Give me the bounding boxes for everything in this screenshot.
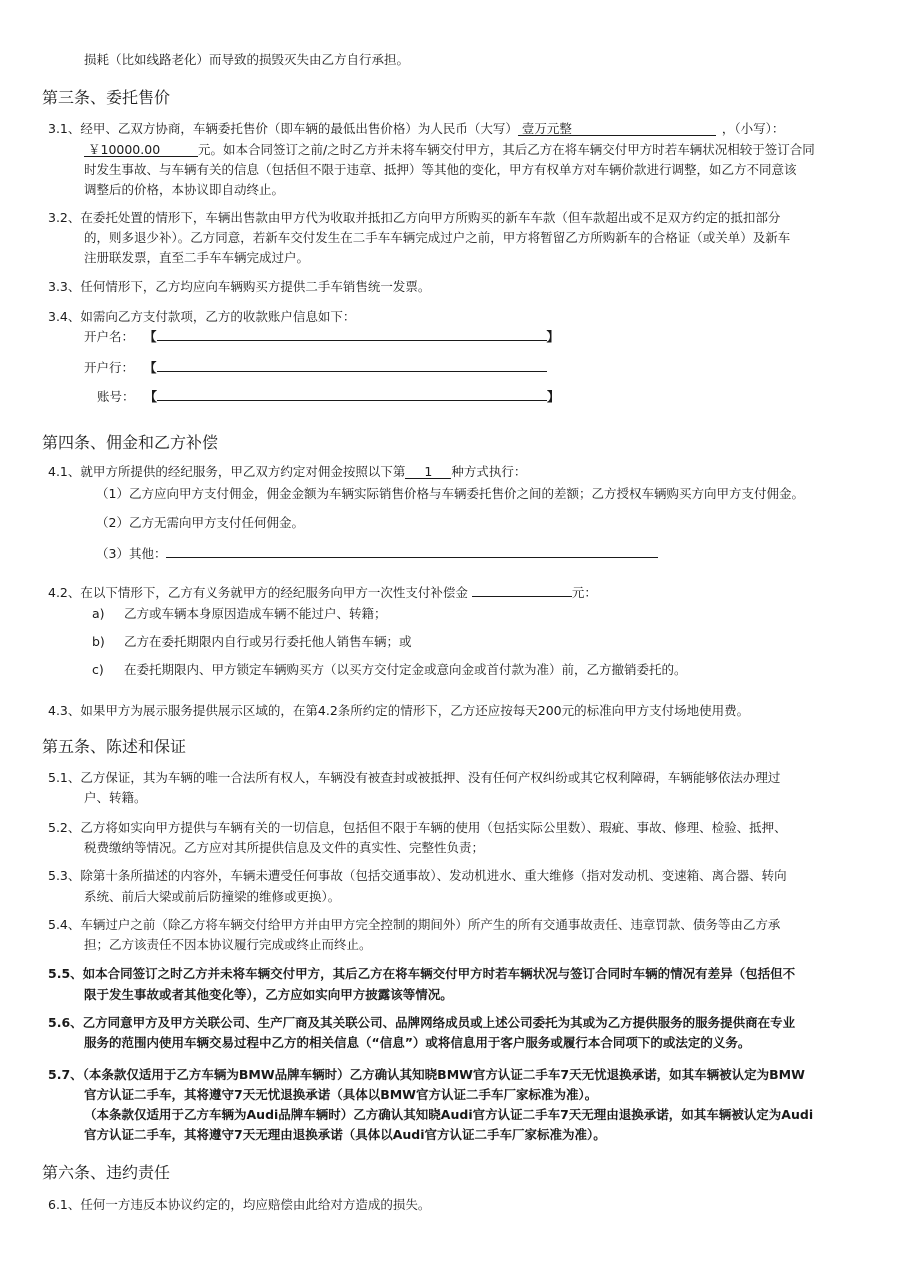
clause-4-1-line-1 (48, 464, 526, 480)
clause-5-7-line-3: （本条款仅适用于乙方车辆为Audi品牌车辆时）乙方确认其知晓Audi官方认证二手车7天无理由退换承诺，如其车辆被认定为Audi (84, 1107, 814, 1122)
clause-5-2-line-1 (48, 820, 787, 836)
clause-3-4-text: 如需向乙方支付款项，乙方的收款账户信息如下： (80, 309, 356, 324)
account-name-label: 开户名： (84, 329, 135, 344)
clause-5-7-line-4: 官方认证二手车，其将遵守7天无理由退换承诺（具体以Audi官方认证二手车厂家标准为准）。 (84, 1127, 606, 1142)
bank-row (84, 358, 547, 376)
clause-3-1-line-1 (48, 121, 784, 137)
clause-3-2-line-2: 的，则多退少补）。乙方同意，若新车交付发生在二手车车辆完成过户之前，甲方将暂留乙方所购新车的合格证（或关单）及新车 (84, 230, 791, 245)
clause-4-1-number: 4.1、 (48, 464, 81, 479)
clause-3-3-number: 3.3、 (48, 279, 81, 294)
clause-3-4-number: 3.4、 (48, 309, 81, 324)
account-number-label: 账号： (97, 389, 135, 404)
clause-5-2-text-1: 乙方将如实向甲方提供与车辆有关的一切信息，包括但不限于车辆的使用（包括实际公里数）、瑕疵、事故、修理、检验、抵押、 (80, 820, 787, 835)
clause-3-2-text-1: 在委托处置的情形下，车辆出售款由甲方代为收取并抵扣乙方向甲方所购买的新车车款（但车款超出或不足双方约定的抵扣部分 (80, 210, 781, 225)
item-b-marker: b) (92, 634, 105, 649)
item-c-text: 在委托期限内、甲方锁定车辆购买方（以买方交付定金或意向金或首付款为准）前，乙方撤销委托的。 (124, 662, 687, 677)
item-a-marker: a) (92, 606, 105, 621)
clause-5-4-number: 5.4、 (48, 917, 81, 932)
clause-6-1-line-1 (48, 1197, 430, 1213)
clause-5-6-line-2: 服务的范围内使用车辆交易过程中乙方的相关信息（“信息”）或将信息用于客户服务或履行本合同项下的或法定的义务。 (84, 1035, 751, 1050)
clause-5-6-text-1: 乙方同意甲方及甲方关联公司、生产厂商及其关联公司、品牌网络成员或上述公司委托为其或为乙方提供服务的服务提供商在专业 (82, 1015, 796, 1030)
clause-5-7-number: 5.7、 (48, 1067, 83, 1082)
price-in-words-field: 壹万元整 (518, 121, 716, 136)
clause-5-1-number: 5.1、 (48, 770, 81, 785)
clause-6-1-number: 6.1、 (48, 1197, 81, 1212)
clause-5-7-text-1: （本条款仅适用于乙方车辆为BMW品牌车辆时）乙方确认其知晓BMW官方认证二手车7天无忧退换承诺，如其车辆被认定为BMW (82, 1067, 805, 1082)
clause-3-1-number: 3.1、 (48, 121, 81, 136)
clause-5-1-text-1: 乙方保证，其为车辆的唯一合法所有权人，车辆没有被查封或被抵押、没有任何产权纠纷或其它权利障碍，车辆能够依法办理过 (80, 770, 781, 785)
bank-label: 开户行： (84, 360, 135, 375)
clause-5-5-number: 5.5、 (48, 966, 83, 981)
clause-5-1-line-2: 户、转籍。 (84, 790, 147, 805)
item-b-text: 乙方在委托期限内自行或另行委托他人销售车辆；或 (124, 634, 412, 649)
clause-3-1-line-4: 调整后的价格，本协议即自动终止。 (84, 182, 285, 197)
clause-4-2-item-b (92, 634, 412, 650)
commission-method-field: 1 (405, 464, 451, 479)
clause-3-1-text-a: 经甲、乙双方协商，车辆委托售价（即车辆的最低出售价格）为人民币（大写） (80, 121, 518, 136)
clause-5-5-text-1: 如本合同签订之时乙方并未将车辆交付甲方，其后乙方在将车辆交付甲方时若车辆状况与签订合同时车辆的情况有差异（包括但不 (82, 966, 796, 981)
open-bracket: 【 (144, 360, 157, 375)
clause-4-2-text-b: 元： (571, 585, 597, 600)
clause-5-4-line-2: 担；乙方该责任不因本协议履行完成或终止而终止。 (84, 937, 372, 952)
close-bracket: 】 (546, 329, 560, 344)
clause-4-1-text-a: 就甲方所提供的经纪服务，甲乙双方约定对佣金按照以下第 (80, 464, 406, 479)
price-in-figures-field: ￥10000.00 (84, 142, 198, 157)
clause-5-5-line-2: 限于发生事故或者其他变化等），乙方应如实向甲方披露该等情况。 (84, 987, 453, 1002)
clause-5-3-line-1 (48, 868, 787, 884)
clause-3-4-line-1 (48, 309, 355, 325)
clause-4-3-text: 如果甲方为展示服务提供展示区域的，在第4.2条所约定的情形下，乙方还应按每天200元的标准向甲方支付场地使用费。 (80, 703, 750, 718)
clause-5-4-text-1: 车辆过户之前（除乙方将车辆交付给甲方并由甲方完全控制的期间外）所产生的所有交通事故责任、违章罚款、债务等由乙方承 (80, 917, 781, 932)
clause-3-1-text-c: 元。如本合同签订之前/之时乙方并未将车辆交付甲方，其后乙方在将车辆交付甲方时若车辆状况相较于签订合同 (198, 142, 815, 157)
commission-option-3 (96, 544, 658, 562)
clause-6-1-text: 任何一方违反本协议约定的，均应赔偿由此给对方造成的损失。 (80, 1197, 431, 1212)
account-name-row (84, 327, 559, 345)
clause-4-3-number: 4.3、 (48, 703, 81, 718)
article-6-heading: 第六条、违约责任 (42, 1163, 171, 1182)
compensation-amount-field[interactable] (472, 583, 572, 597)
clause-3-2-line-3: 注册联发票，直至二手车车辆完成过户。 (84, 250, 310, 265)
item-c-marker: c) (92, 662, 104, 677)
clause-5-3-number: 5.3、 (48, 868, 81, 883)
item-a-text: 乙方或车辆本身原因造成车辆不能过户、转籍； (124, 606, 387, 621)
clause-3-2-number: 3.2、 (48, 210, 81, 225)
clause-5-5-line-1 (48, 966, 795, 982)
clause-3-1-line-3: 时发生事故、与车辆有关的信息（包括但不限于违章、抵押）等其他的变化，甲方有权单方对车辆价款进行调整，如乙方不同意该 (84, 162, 797, 177)
clause-4-2-line-1 (48, 583, 597, 601)
clause-3-3-text: 任何情形下，乙方均应向车辆购买方提供二手车销售统一发票。 (80, 279, 431, 294)
clause-5-2-line-2: 税费缴纳等情况。乙方应对其所提供信息及文件的真实性、完整性负责； (84, 840, 485, 855)
clause-5-1-line-1 (48, 770, 780, 786)
open-bracket: 【 (144, 389, 158, 404)
clause-5-3-text-1: 除第十条所描述的内容外，车辆未遭受任何事故（包括交通事故）、发动机进水、重大维修（指对发动机、变速箱、离合器、转向 (80, 868, 787, 883)
clause-4-2-item-a (92, 606, 387, 622)
clause-3-3-line-1 (48, 279, 430, 295)
commission-option-3-label: （3）其他： (96, 546, 167, 561)
bank-field[interactable] (157, 358, 547, 372)
clause-5-6-line-1 (48, 1015, 795, 1031)
clause-5-7-line-2: 官方认证二手车，其将遵守7天无忧退换承诺（具体以BMW官方认证二手车厂家标准为准）。 (84, 1087, 598, 1102)
commission-option-2: （2）乙方无需向甲方支付任何佣金。 (96, 515, 304, 530)
clause-3-1-text-b: ，（小写）： (721, 121, 785, 136)
article-3-heading: 第三条、委托售价 (42, 88, 171, 107)
article-5-heading: 第五条、陈述和保证 (42, 737, 187, 756)
account-name-field[interactable] (157, 327, 547, 341)
commission-other-field[interactable] (166, 544, 658, 558)
clause-3-1-line-2 (84, 142, 815, 158)
clause-4-1-text-b: 种方式执行： (451, 464, 527, 479)
clause-5-3-line-2: 系统、前后大梁或前后防撞梁的维修或更换）。 (84, 889, 341, 904)
article-4-heading: 第四条、佣金和乙方补偿 (42, 433, 219, 452)
commission-option-1: （1）乙方应向甲方支付佣金，佣金金额为车辆实际销售价格与车辆委托售价之间的差额；乙方授权车辆购买方向甲方支付佣金。 (96, 486, 804, 501)
clause-4-3-line-1 (48, 703, 749, 719)
continued-text: 损耗（比如线路老化）而导致的损毁灭失由乙方自行承担。 (84, 52, 410, 67)
open-bracket: 【 (144, 329, 157, 344)
account-number-row (97, 387, 560, 405)
clause-4-2-number: 4.2、 (48, 585, 81, 600)
clause-5-4-line-1 (48, 917, 780, 933)
clause-5-2-number: 5.2、 (48, 820, 81, 835)
account-number-field[interactable] (157, 387, 547, 401)
clause-4-2-text-a: 在以下情形下，乙方有义务就甲方的经纪服务向甲方一次性支付补偿金 (80, 585, 468, 600)
clause-4-2-item-c (92, 662, 687, 678)
close-bracket: 】 (547, 389, 560, 404)
clause-5-6-number: 5.6、 (48, 1015, 83, 1030)
clause-3-2-line-1 (48, 210, 780, 226)
clause-5-7-line-1 (48, 1067, 805, 1083)
